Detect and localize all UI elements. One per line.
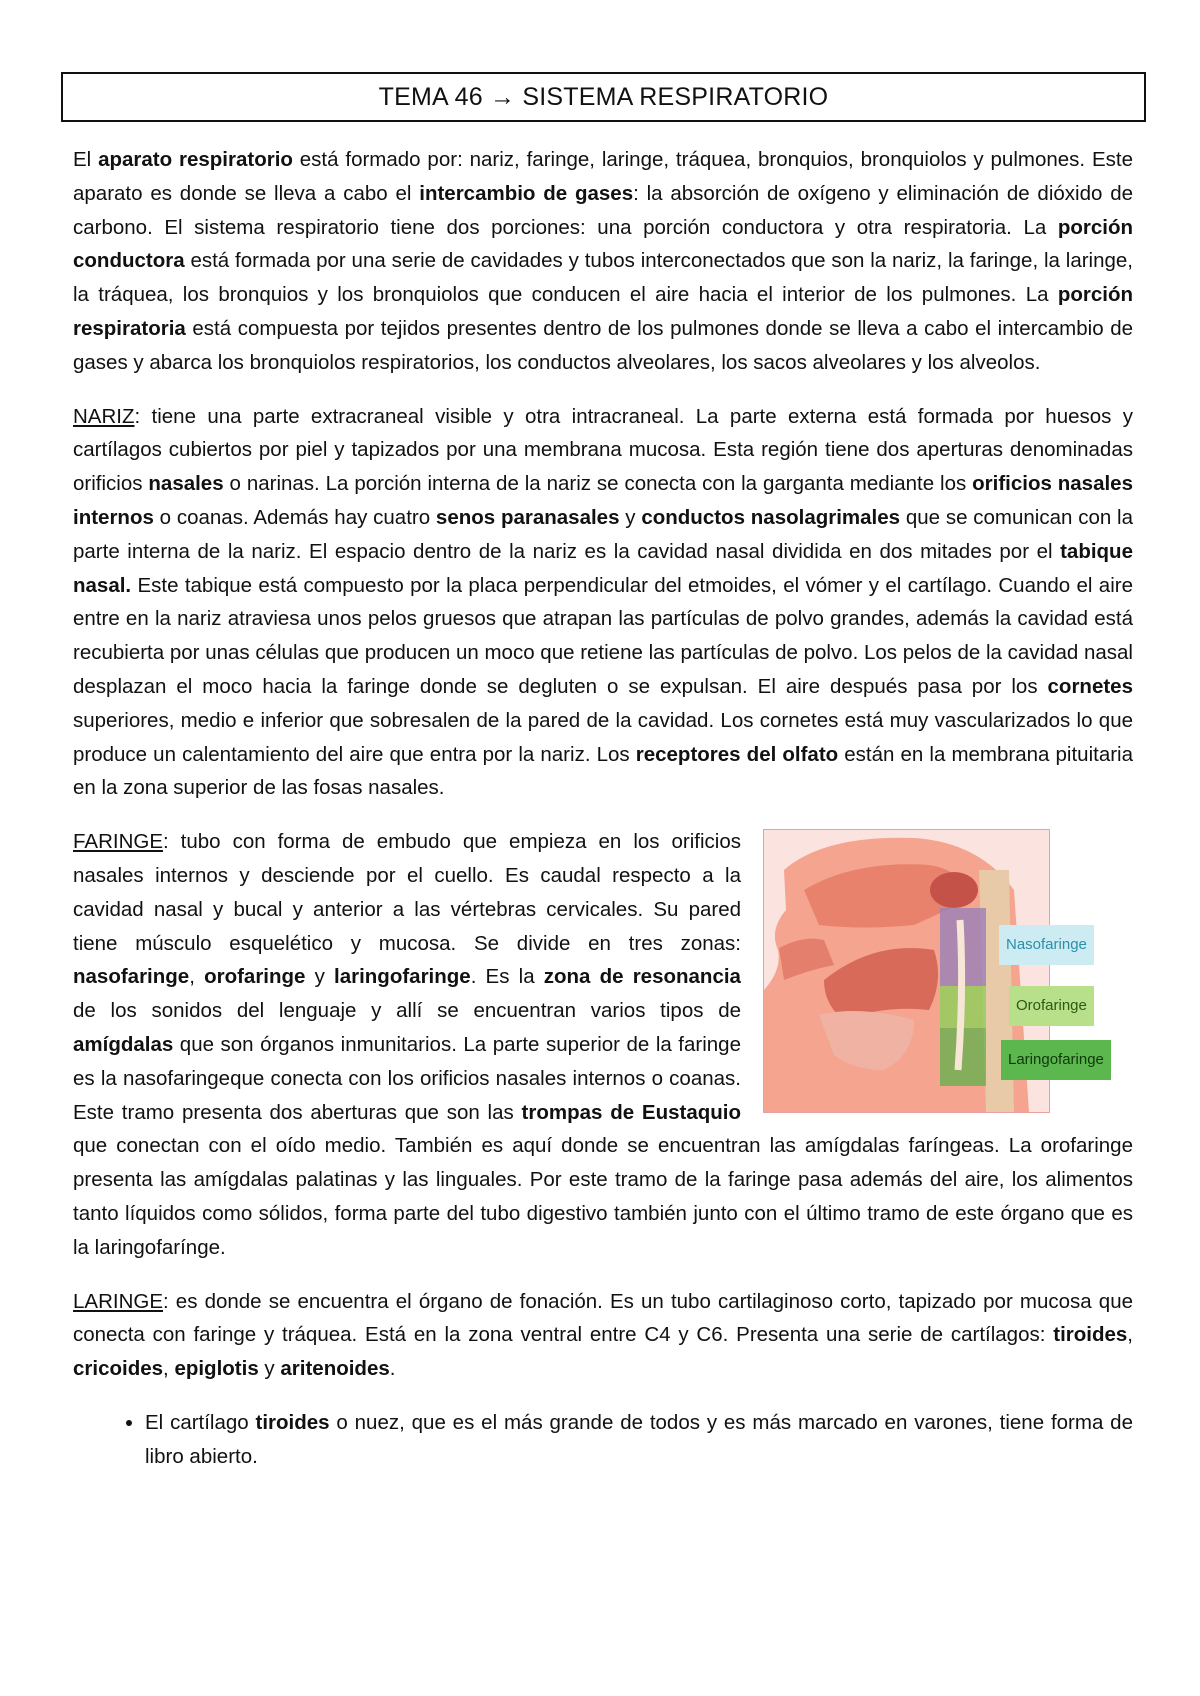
section-heading-laringe: LARINGE [73, 1289, 163, 1313]
text-run: o coanas. Además hay cuatro [153, 505, 436, 529]
text-run: : es donde se encuentra el órgano de fonación. Es un tubo cartilaginoso corto, tapizado por mucosa que conecta con faringe y tráquea. Está en la zona ventral entre C4 y C6. Presenta una serie de cartílagos: [73, 1289, 1133, 1347]
bold-term: senos paranasales [435, 505, 620, 529]
bold-term: intercambio de gases [419, 181, 634, 205]
list-item [145, 1406, 1133, 1474]
text-run: , [189, 965, 205, 989]
text-run: , [1127, 1323, 1133, 1347]
bullet-list [73, 1406, 1133, 1474]
text-run: están en la membrana pituitaria en la zona superior de las fosas nasales. [73, 742, 1134, 800]
text-run: o narinas. La porción interna de la nariz se conecta con la garganta mediante los [223, 472, 973, 496]
text-run: . [389, 1357, 396, 1381]
pharynx-figure [763, 829, 1141, 1119]
text-run: . Es la [470, 965, 544, 989]
title-box [61, 72, 1146, 122]
text-run: El cartílago [145, 1410, 256, 1434]
section-heading-faringe: FARINGE [73, 830, 163, 854]
text-run: que conectan con el oído medio. También es aquí donde se encuentran las amígdalas faríngeas. La orofaringe presenta las amígdalas palatinas y las linguales. Por este tramo de la faringe pasa además del aire, los alimentos tanto líquidos como sólidos, forma parte del tubo digestivo también junto con el último tramo de este órgano que es la laringofarínge. [73, 1134, 1133, 1259]
text-run: está compuesta por tejidos presentes dentro de los pulmones donde se lleva a cabo el intercambio de gases y abarca los bronquiolos respiratorios, los conductos alveolares, los sacos alveolares y los alveolos. [73, 316, 1133, 374]
bold-term: nasales [148, 472, 224, 496]
text-run: que se comunican con la parte interna de la nariz. El espacio dentro de la nariz es la cavidad nasal dividida en dos mitades por el [73, 505, 1133, 563]
faringe-paragraph [73, 825, 1133, 1264]
bold-term: epiglotis [174, 1357, 259, 1381]
bold-term: porción conductora [73, 215, 1133, 273]
text-run: y [305, 965, 335, 989]
laringe-paragraph [73, 1285, 1133, 1386]
bold-term: tiroides [1053, 1323, 1128, 1347]
bold-term: nasofaringe [73, 965, 190, 989]
intro-paragraph [73, 143, 1133, 380]
text-run: está formada por una serie de cavidades y tubos interconectados que son la nariz, la faringe, la laringe, la tráquea, los bronquios y los bronquiolos que conducen el aire hacia el interior de los pulmones. La [73, 249, 1133, 307]
text-run: está formado por: nariz, faringe, laringe, tráquea, bronquios, bronquiolos y pulmones. Este aparato es donde se lleva a cabo el [73, 148, 1133, 205]
label-laringofaringe: Laringofaringe [1001, 1040, 1111, 1080]
bold-term: trompas de Eustaquio [521, 1100, 741, 1124]
bold-term: orofaringe [204, 965, 306, 989]
text-run: Este tabique está compuesto por la placa perpendicular del etmoides, el vómer y el cartílago. Cuando el aire entre en la nariz atraviesa unos pelos gruesos que atrapan las partículas de polvo grandes, además la cavidad está recubierta por unas células que producen un moco que retiene las partículas de polvo. Los pelos de la cavidad nasal desplazan el moco hacia la faringe donde se degluten o se expulsan. El aire después pasa por los [73, 573, 1133, 698]
document-body [73, 143, 1133, 1473]
text-run: de los sonidos del lenguaje y allí se encuentran varios tipos de [73, 999, 741, 1023]
bold-term: laringofaringe [334, 965, 471, 989]
bold-term: conductos nasolagrimales [641, 505, 901, 529]
section-heading-nariz: NARIZ [73, 404, 135, 428]
page-title: TEMA 46 → SISTEMA RESPIRATORIO [378, 82, 829, 111]
bold-term: cornetes [1047, 674, 1133, 698]
text-run: y [258, 1357, 281, 1381]
bold-term: aparato respiratorio [98, 148, 293, 171]
nariz-paragraph [73, 400, 1133, 806]
bold-term: aritenoides [280, 1357, 390, 1381]
bold-term: receptores del olfato [635, 742, 839, 766]
bold-term: tabique nasal. [73, 539, 1133, 597]
bold-term: zona de resonancia [543, 965, 741, 989]
text-run: , [163, 1357, 175, 1381]
bold-term: porción respiratoria [73, 283, 1133, 340]
text-run: : tiene una parte extracraneal visible y otra intracraneal. La parte externa está formada por huesos y cartílagos cubiertos por piel y tapizados por una membrana mucosa. Esta región tiene dos aperturas denominadas orificios [73, 404, 1133, 496]
text-run: y [619, 505, 642, 529]
bold-term: amígdalas [73, 1032, 174, 1056]
text-run: : tubo con forma de embudo que empieza en los orificios nasales internos y desciende por el cuello. Es caudal respecto a la cavidad nasal y bucal y anterior a las vértebras cervicales. Su pared tiene músculo esquelético y mucosa. Se divide en tres zonas: [73, 830, 741, 955]
text-run: superiores, medio e inferior que sobresalen de la pared de la cavidad. Los cornetes está muy vascularizados lo que produce un calentamiento del aire que entra por la nariz. Los [73, 708, 1133, 766]
label-nasofaringe: Nasofaringe [999, 925, 1094, 965]
bold-term: tiroides [255, 1410, 330, 1434]
label-orofaringe: Orofaringe [1009, 986, 1094, 1026]
text-run: o nuez, que es el más grande de todos y es más marcado en varones, tiene forma de libro abierto. [145, 1410, 1133, 1468]
bold-term: cricoides [73, 1357, 164, 1381]
text-run: : la absorción de oxígeno y eliminación de dióxido de carbono. El sistema respiratorio tiene dos porciones: una porción conductora y otra respiratoria. La [73, 181, 1134, 239]
text-run: El [73, 148, 99, 171]
bold-term: orificios nasales internos [73, 472, 1133, 529]
text-run: que son órganos inmunitarios. La parte superior de la faringe es la nasofaringeque conecta con los orificios nasales internos o coanas. Este tramo presenta dos aberturas que son las [73, 1032, 741, 1124]
